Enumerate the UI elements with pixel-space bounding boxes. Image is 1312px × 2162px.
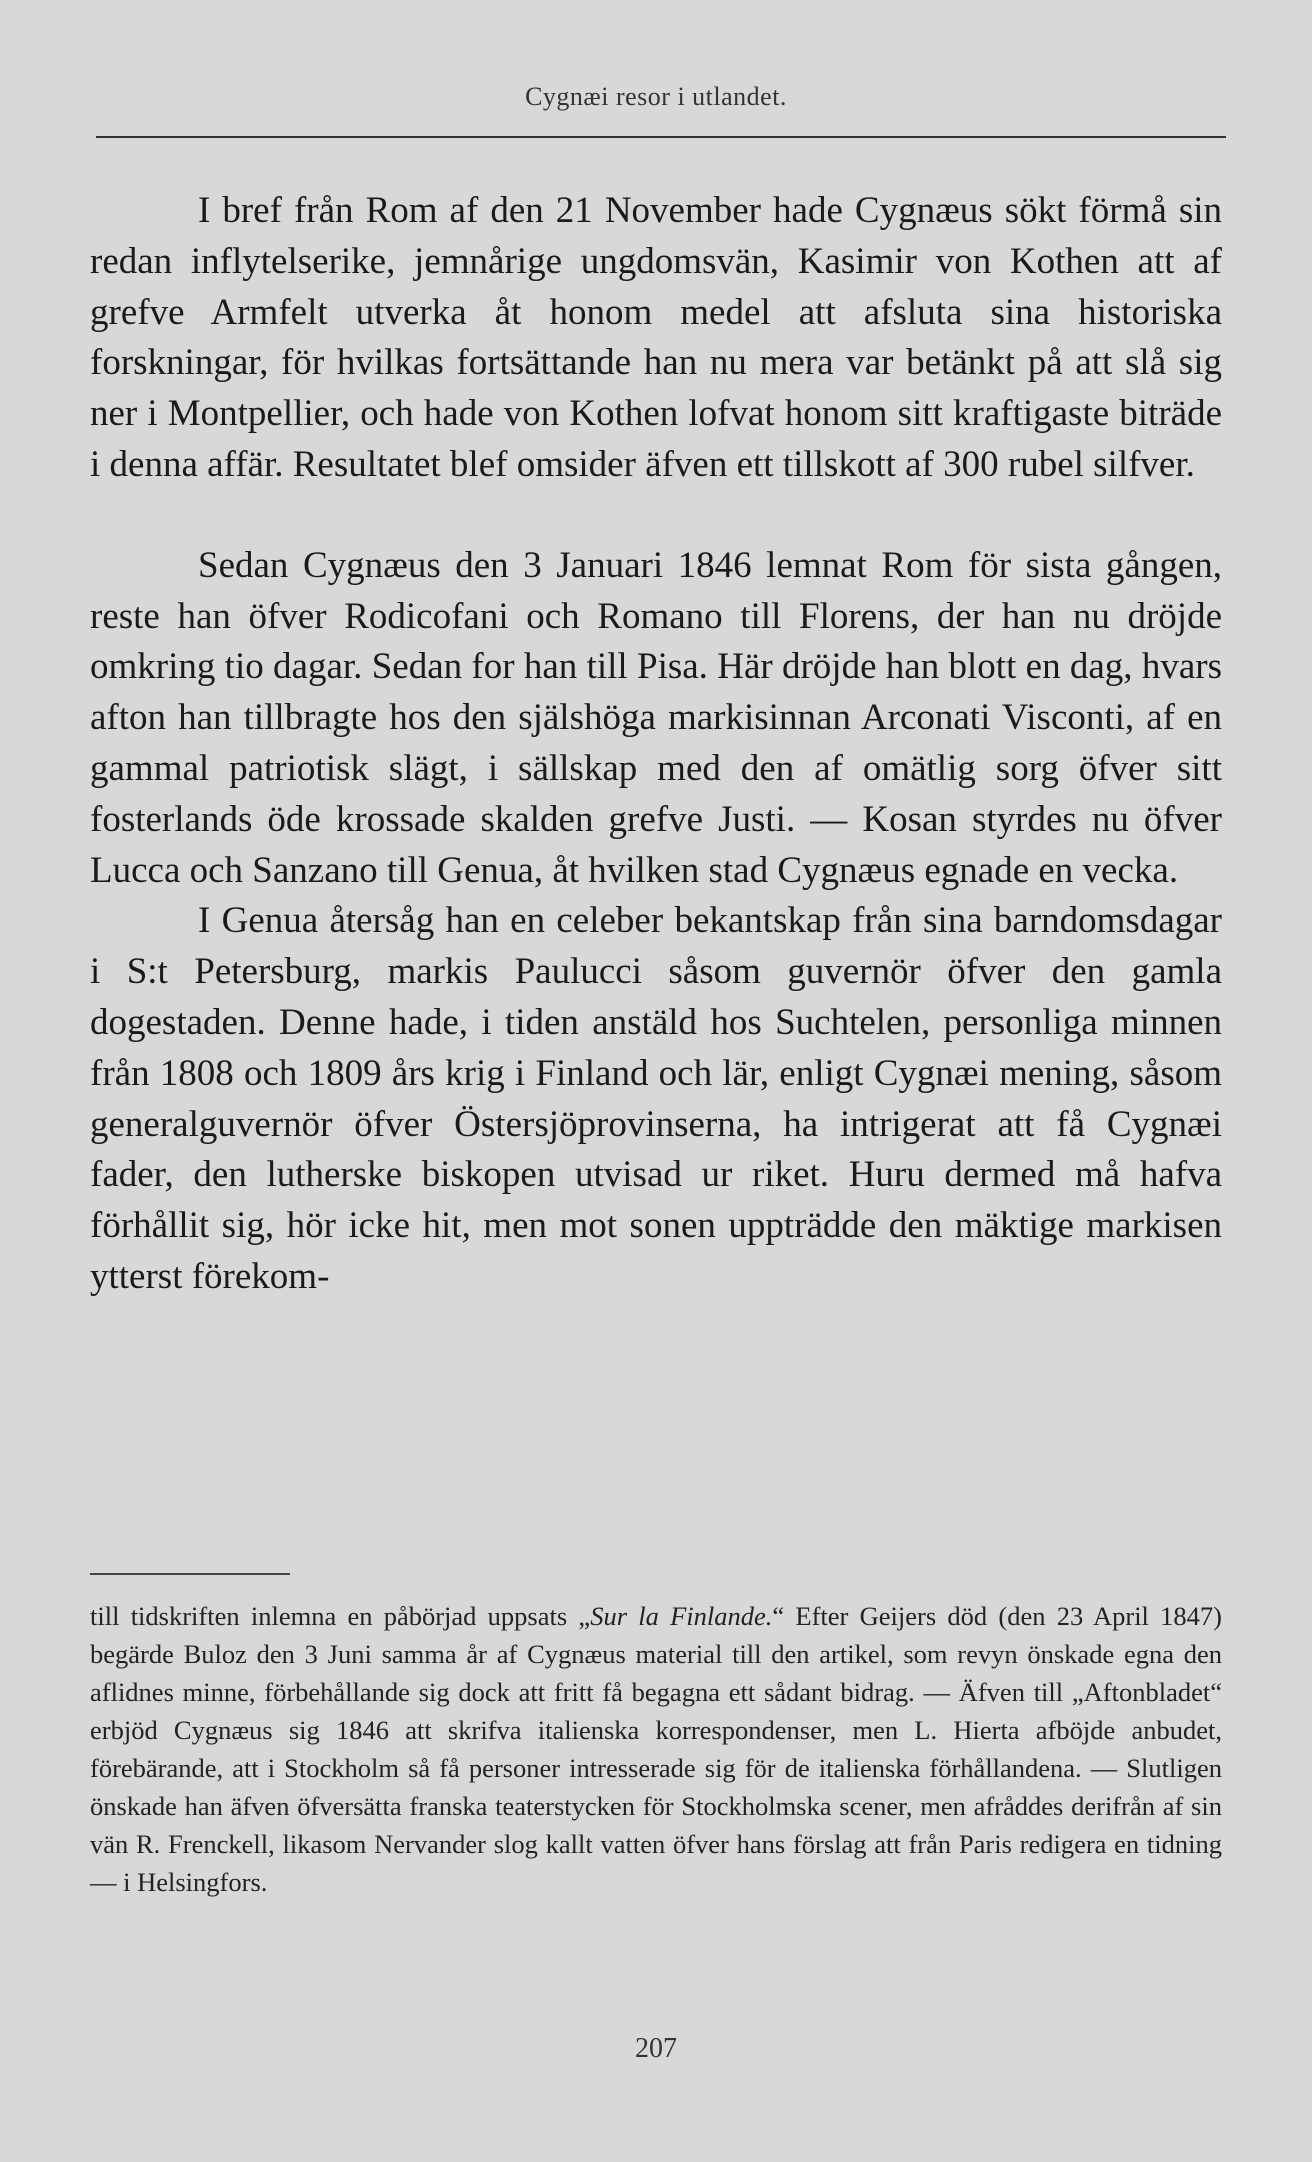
footnote-text-end: “ Efter Geijers död (den 23 April 1847) begärde Buloz den 3 Juni samma år af Cygnæus material till den artikel, som revyn önskade egna den aflidnes minne, förbehållande sig dock att fritt få begagna ett sådant bidrag. — Äfven till „Aftonbladet“ erbjöd Cygnæus sig 1846 att skrifva italienska korrespondenser, men L. Hierta afböjde anbudet, förebärande, att i Stockholm så få personer intresserade sig för de italienska förhållandena. — Slutligen önskade han äfven öfversätta franska teaterstycken för Stockholmska scener, men afråddes derifrån af sin vän R. Frenckell, likasom Nervander slog kallt vatten öfver hans förslag att från Paris redigera en tidning — i Helsingfors. bbox=[90, 1601, 1222, 1897]
page-number: 207 bbox=[635, 2033, 677, 2064]
paragraph-2: Sedan Cygnæus den 3 Januari 1846 lemnat Rom för sista gången, reste han öfver Rodicofani och Romano till Florens, der han nu dröjde omkring tio dagar. Sedan for han till Pisa. Här dröjde han blott en dag, hvars afton han tillbragte hos den själshöga markisinnan Arconati Visconti, af en gammal patriotisk slägt, i sällskap med den af omätlig sorg öfver sitt fosterlands öde krossade skalden grefve Justi. — Kosan styrdes nu öfver Lucca och Sanzano till Genua, åt hvilken stad Cygnæus egnade en vecka. bbox=[90, 544, 1222, 891]
paragraph-1: I bref från Rom af den 21 November hade Cygnæus sökt förmå sin redan inflytelserike, jemnårige ungdomsvän, Kasimir von Kothen att af grefve Armfelt utverka åt honom medel att afsluta sina historiska forskningar, för hvilkas fortsättande han nu mera var betänkt på att slå sig ner i Montpellier, och hade von Kothen lofvat honom sitt kraftigaste biträde i denna affär. Resultatet blef omsider äfven ett tillskott af 300 rubel silfver. bbox=[90, 190, 1222, 485]
footnote-text-start: till tidskriften inlemna en påbörjad uppsats „ bbox=[90, 1601, 591, 1631]
footnote-rule bbox=[90, 1573, 290, 1575]
footnote bbox=[90, 1597, 1222, 1901]
body-text bbox=[90, 186, 1222, 1303]
header-rule bbox=[96, 136, 1226, 138]
footnote-italic-title: Sur la Finlande. bbox=[590, 1601, 773, 1631]
paragraph-3: I Genua återsåg han en celeber bekantskap från sina barndomsdagar i S:t Petersburg, markis Paulucci såsom guvernör öfver den gamla dogestaden. Denne hade, i tiden anstäld hos Suchtelen, personliga minnen från 1808 och 1809 års krig i Finland och lär, enligt Cygnæi mening, såsom generalguvernör öfver Östersjöprovinserna, ha intrigerat att få Cygnæi fader, den lutherske biskopen utvisad ur riket. Huru dermed må hafva förhållit sig, hör icke hit, men mot sonen uppträdde den mäktige markisen ytterst förekom- bbox=[90, 900, 1222, 1297]
running-head: Cygnæi resor i utlandet. bbox=[525, 82, 787, 111]
